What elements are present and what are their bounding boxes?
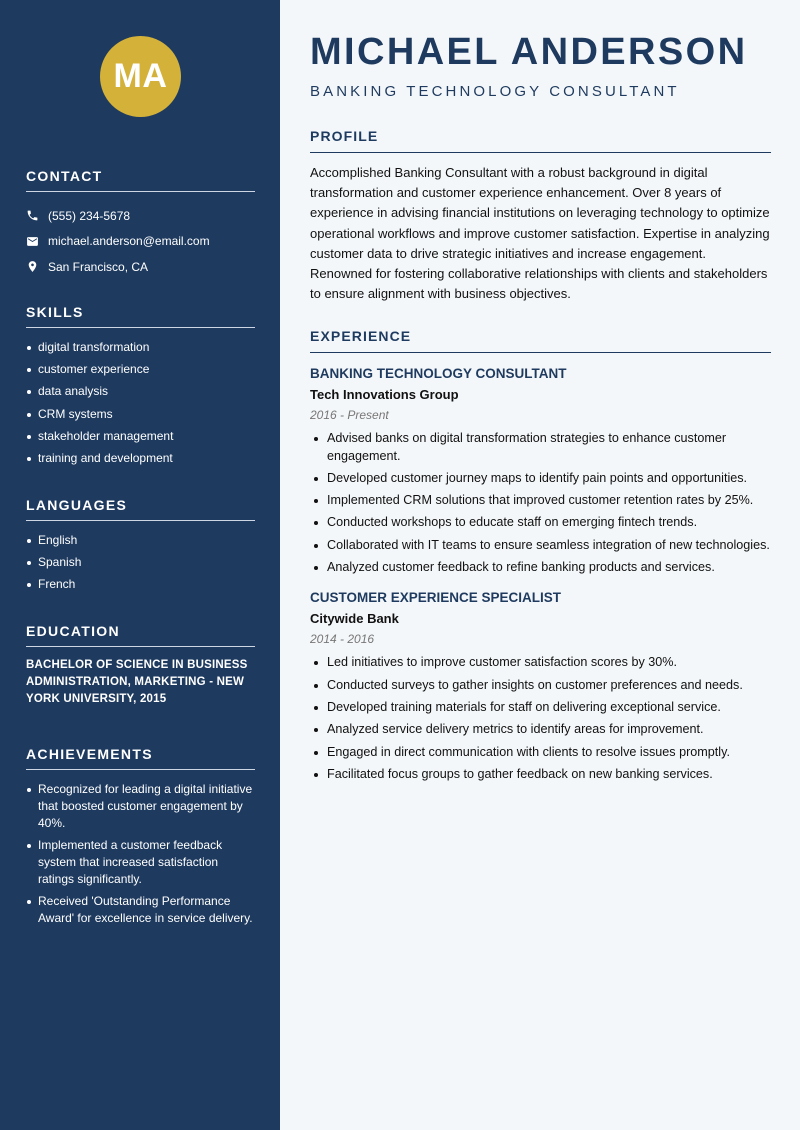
contact-section (26, 168, 255, 280)
job-company: Tech Innovations Group (310, 387, 459, 402)
list-item: data analysis (26, 383, 255, 400)
sidebar (0, 0, 280, 1130)
list-item: Analyzed service delivery metrics to identify areas for improvement. (310, 721, 771, 739)
phone-link[interactable]: (555) 234-5678 (48, 208, 131, 223)
skills-heading: SKILLS (26, 304, 255, 328)
list-item: Conducted workshops to educate staff on emerging fintech trends. (310, 514, 771, 532)
list-item: customer experience (26, 361, 255, 378)
list-item: digital transformation (26, 339, 255, 356)
job-dates: 2014 - 2016 (310, 632, 375, 647)
list-item: French (26, 576, 255, 593)
contact-phone (26, 203, 255, 229)
skills-section (26, 304, 255, 472)
list-item: Analyzed customer feedback to refine banking products and services. (310, 559, 771, 577)
experience-section (310, 328, 771, 788)
list-item: Developed training materials for staff on delivering exceptional service. (310, 699, 771, 717)
list-item: CRM systems (26, 406, 255, 423)
experience-heading: EXPERIENCE (310, 328, 771, 353)
avatar (100, 36, 181, 117)
education-section (26, 623, 255, 708)
list-item: Led initiatives to improve customer satisfaction scores by 30%. (310, 654, 771, 672)
list-item: Recognized for leading a digital initiative that boosted customer engagement by 40%. (26, 781, 255, 832)
job-company: Citywide Bank (310, 611, 399, 627)
achievements-section (26, 746, 255, 932)
job-bullets (310, 430, 771, 576)
contact-heading: CONTACT (26, 168, 255, 192)
achievements-list (26, 781, 255, 927)
job-entry (310, 590, 771, 783)
languages-heading: LANGUAGES (26, 497, 255, 521)
list-item: Received 'Outstanding Performance Award' for excellence in service delivery. (26, 893, 255, 927)
list-item: English (26, 532, 255, 549)
education-heading: EDUCATION (26, 623, 255, 647)
list-item: Engaged in direct communication with clients to resolve issues promptly. (310, 744, 771, 762)
list-item: Advised banks on digital transformation strategies to enhance customer engagement. (310, 430, 771, 465)
candidate-name: MICHAEL ANDERSON (310, 31, 748, 73)
list-item: Spanish (26, 554, 255, 571)
phone-icon (26, 209, 39, 222)
job-bullets (310, 654, 771, 783)
contact-location (26, 254, 255, 280)
languages-list (26, 532, 255, 593)
list-item: Collaborated with IT teams to ensure seamless integration of new technologies. (310, 537, 771, 555)
email-link[interactable]: michael.anderson@email.com (48, 234, 210, 249)
job-title: CUSTOMER EXPERIENCE SPECIALIST (310, 590, 562, 606)
list-item: stakeholder management (26, 428, 255, 445)
job-dates: 2016 - Present (310, 408, 389, 422)
achievements-heading: ACHIEVEMENTS (26, 746, 255, 770)
job-entry (310, 366, 771, 576)
list-item: Implemented CRM solutions that improved customer retention rates by 25%. (310, 492, 771, 510)
list-item: training and development (26, 450, 255, 467)
contact-email (26, 229, 255, 255)
profile-heading: PROFILE (310, 128, 771, 153)
location-pin-icon (26, 260, 39, 273)
contact-list (26, 203, 255, 280)
languages-section (26, 497, 255, 599)
list-item: Developed customer journey maps to identify pain points and opportunities. (310, 470, 771, 488)
job-title: BANKING TECHNOLOGY CONSULTANT (310, 366, 567, 381)
email-icon (26, 235, 39, 248)
profile-section (310, 128, 771, 304)
education-degree: BACHELOR OF SCIENCE IN BUSINESS ADMINISTRATION, MARKETING - NEW YORK UNIVERSITY, 2015 (26, 659, 248, 705)
profile-text: Accomplished Banking Consultant with a robust background in digital transformation and customer experience enhancement. Over 8 years of experience in advising financial institutions on leveraging technology to optimize operational workflows and improve customer satisfaction. Expertise in analyzing customer data to drive strategic initiatives and increase engagement. Renowned for fostering collaborative relationships with clients and stakeholders to ensure alignment with business objectives. (310, 165, 770, 302)
location-text: San Francisco, CA (48, 259, 149, 274)
skills-list (26, 339, 255, 467)
list-item: Conducted surveys to gather insights on customer preferences and needs. (310, 677, 771, 695)
candidate-title: BANKING TECHNOLOGY CONSULTANT (310, 83, 680, 100)
avatar-initials: MA (113, 57, 168, 95)
list-item: Facilitated focus groups to gather feedback on new banking services. (310, 766, 771, 784)
list-item: Implemented a customer feedback system that increased satisfaction ratings significantly. (26, 837, 255, 888)
